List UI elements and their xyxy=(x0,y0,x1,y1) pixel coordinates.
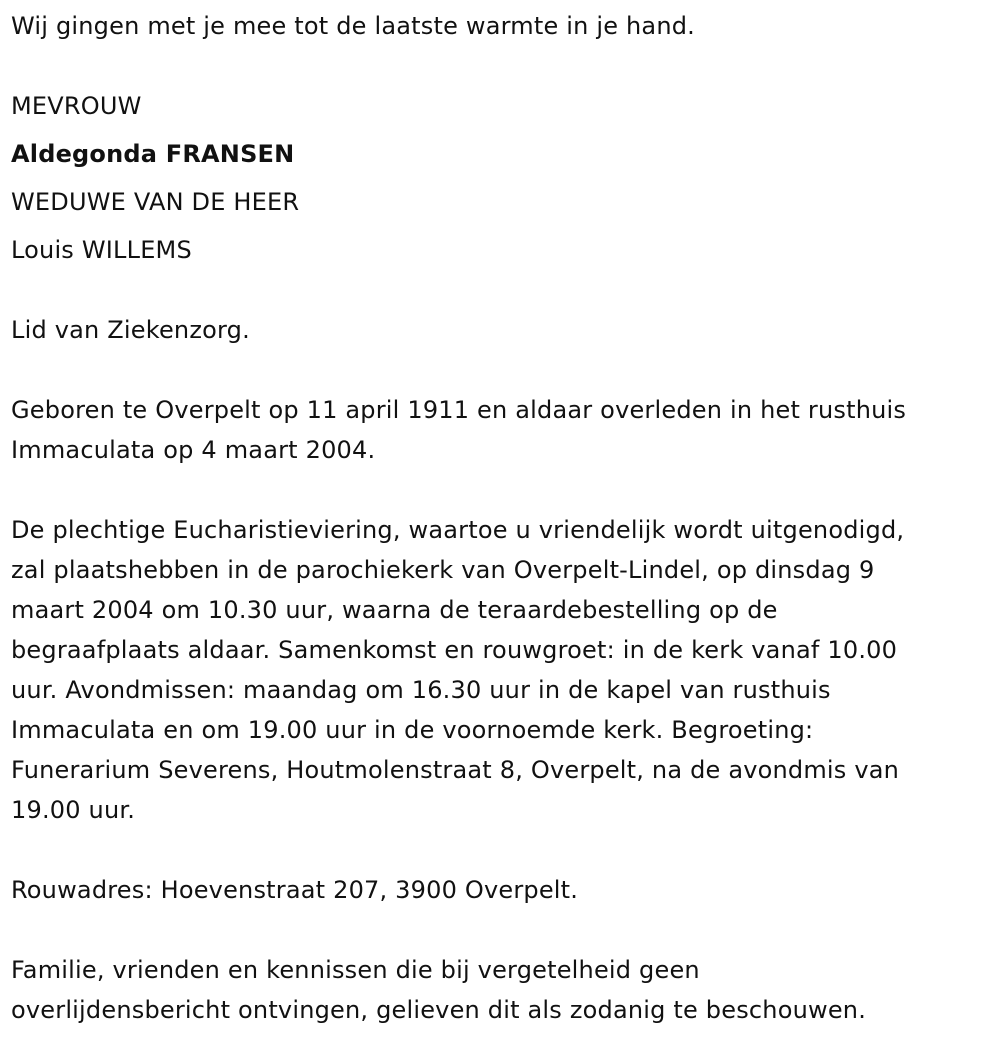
deceased-title: MEVROUW xyxy=(11,92,142,120)
service-line: 19.00 uur. xyxy=(11,796,136,824)
closing-line: overlijdensbericht ontvingen, gelieven dit als zodanig te beschouwen. xyxy=(11,996,867,1024)
service-line: zal plaatshebben in de parochiekerk van Overpelt-Lindel, op dinsdag 9 xyxy=(11,556,875,584)
closing-line: Familie, vrienden en kennissen die bij vergetelheid geen xyxy=(11,956,700,984)
mourning-address: Rouwadres: Hoevenstraat 207, 3900 Overpelt. xyxy=(11,876,579,904)
motto: Wij gingen met je mee tot de laatste warmte in je hand. xyxy=(11,12,695,40)
service-line: De plechtige Eucharistieviering, waartoe u vriendelijk wordt uitgenodigd, xyxy=(11,516,905,544)
service-line: maart 2004 om 10.30 uur, waarna de teraardebestelling op de xyxy=(11,596,778,624)
birth-death-line: Geboren te Overpelt op 11 april 1911 en aldaar overleden in het rusthuis xyxy=(11,396,907,424)
birth-death-line: Immaculata op 4 maart 2004. xyxy=(11,436,376,464)
service-line: Funerarium Severens, Houtmolenstraat 8, Overpelt, na de avondmis van xyxy=(11,756,900,784)
service-line: Immaculata en om 19.00 uur in de voornoemde kerk. Begroeting: xyxy=(11,716,814,744)
deceased-name: Aldegonda FRANSEN xyxy=(11,140,295,168)
service-line: begraafplaats aldaar. Samenkomst en rouwgroet: in de kerk vanaf 10.00 xyxy=(11,636,898,664)
membership: Lid van Ziekenzorg. xyxy=(11,316,250,344)
service-line: uur. Avondmissen: maandag om 16.30 uur in de kapel van rusthuis xyxy=(11,676,831,704)
spouse-name: Louis WILLEMS xyxy=(11,236,192,264)
deceased-relation: WEDUWE VAN DE HEER xyxy=(11,188,300,216)
